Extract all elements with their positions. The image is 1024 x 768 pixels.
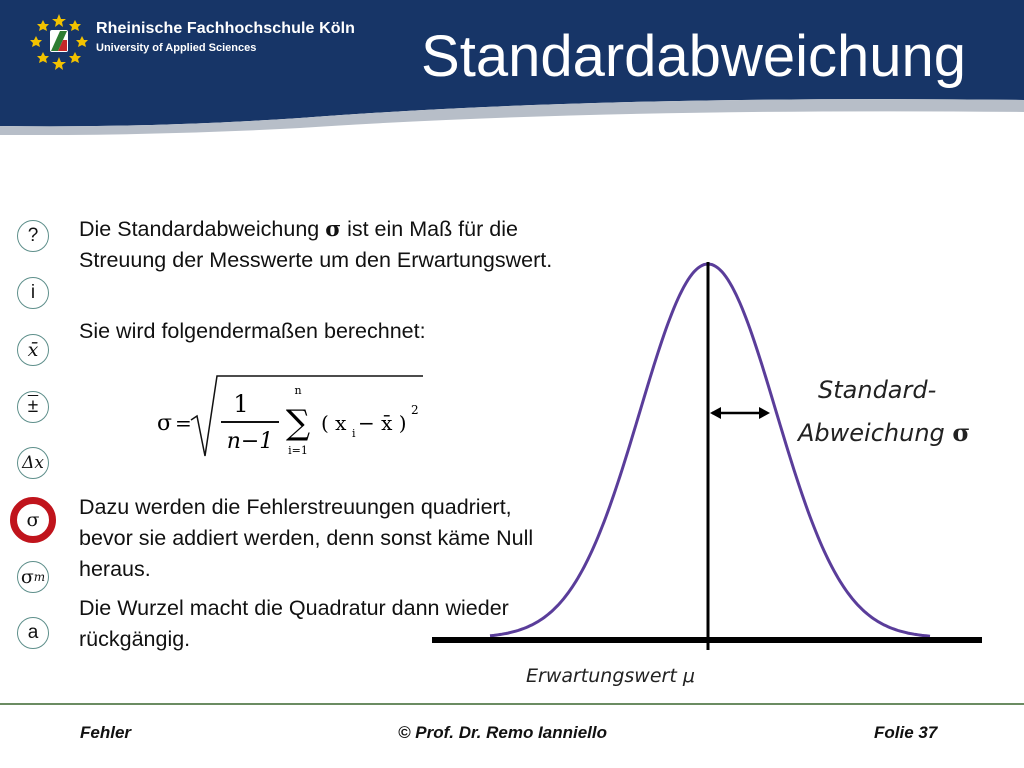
formula-sum-top: n: [294, 384, 302, 397]
university-logo: [30, 12, 88, 70]
standard-deviation-formula: [155, 370, 430, 462]
footer-topic: Fehler: [80, 723, 132, 742]
sigma-symbol: σ: [325, 217, 342, 242]
footer-page: [874, 723, 937, 743]
nav-mean-button[interactable]: [17, 334, 49, 366]
nav-sigma-m-button[interactable]: [17, 561, 49, 593]
svg-text:∑: ∑: [285, 403, 311, 443]
expected-value-label: Erwartungswert μ: [526, 665, 695, 687]
header-band: [0, 0, 1024, 135]
sigma-arrow-left-head: [710, 407, 721, 419]
nav-info-button[interactable]: [17, 277, 49, 309]
definition-text-start: Die Standardabweichung: [79, 217, 326, 241]
nav-label: ?: [27, 225, 39, 246]
gauss-curve: [490, 264, 930, 636]
footer-rule: [0, 703, 1024, 705]
std-label-word: Abweichung: [798, 419, 945, 447]
definition-text-end: ist ein Maß für die Streuung der Messwerte um den Erwartungswert.: [79, 217, 553, 272]
nav-plusminus-button[interactable]: [17, 391, 49, 423]
institution-subtitle: University of Applied Sciences: [96, 42, 257, 54]
nav-a-button[interactable]: [17, 617, 49, 649]
nav-question-button[interactable]: [17, 220, 49, 252]
footer-page-label: Folie: [874, 723, 914, 742]
footer-page-number: 37: [918, 723, 938, 742]
nav-delta-x-button[interactable]: [17, 447, 49, 479]
formula-term: ( x: [321, 411, 347, 435]
nav-sigma-button[interactable]: [10, 497, 56, 543]
formula-exponent: 2: [411, 403, 419, 417]
svg-text:=: =: [175, 411, 192, 435]
formula-numerator: 1: [233, 390, 249, 418]
nav-label: x̄: [27, 339, 39, 361]
nav-label: Δx: [22, 453, 44, 473]
formula-graphic: [155, 370, 430, 462]
nav-label-subscript: m: [33, 570, 46, 584]
sigma-arrow-right-head: [759, 407, 770, 419]
nav-label: σ: [26, 509, 40, 531]
formula-denominator: n−1: [226, 429, 274, 454]
nav-label: i: [30, 282, 36, 303]
gauss-curve-diagram: [430, 250, 990, 650]
formula-lhs: σ: [157, 411, 173, 436]
formula-term-rest: − x̄ ): [358, 411, 407, 435]
std-label-line2: [798, 418, 970, 447]
institution-name: Rheinische Fachhochschule Köln: [96, 20, 356, 37]
paragraph-calculation: Sie wird folgendermaßen berechnet:: [79, 319, 426, 343]
paragraph-squaring: Dazu werden die Fehlerstreuungen quadriert, bevor sie addiert werden, denn sonst käme Null heraus.: [79, 495, 534, 581]
std-label-sigma: σ: [952, 418, 971, 447]
std-label-line1: Standard-: [818, 376, 937, 404]
nav-label: ±: [27, 396, 39, 417]
footer-author: © Prof. Dr. Remo Ianniello: [398, 723, 608, 742]
paragraph-root: Die Wurzel macht die Quadratur dann wieder rückgängig.: [79, 596, 509, 651]
formula-sum-bottom: i=1: [288, 444, 308, 457]
slide-title: Standardabweichung: [421, 24, 966, 89]
formula-term-sub: i: [352, 427, 356, 440]
nav-label: σ: [20, 566, 34, 588]
nav-label: a: [27, 622, 39, 643]
